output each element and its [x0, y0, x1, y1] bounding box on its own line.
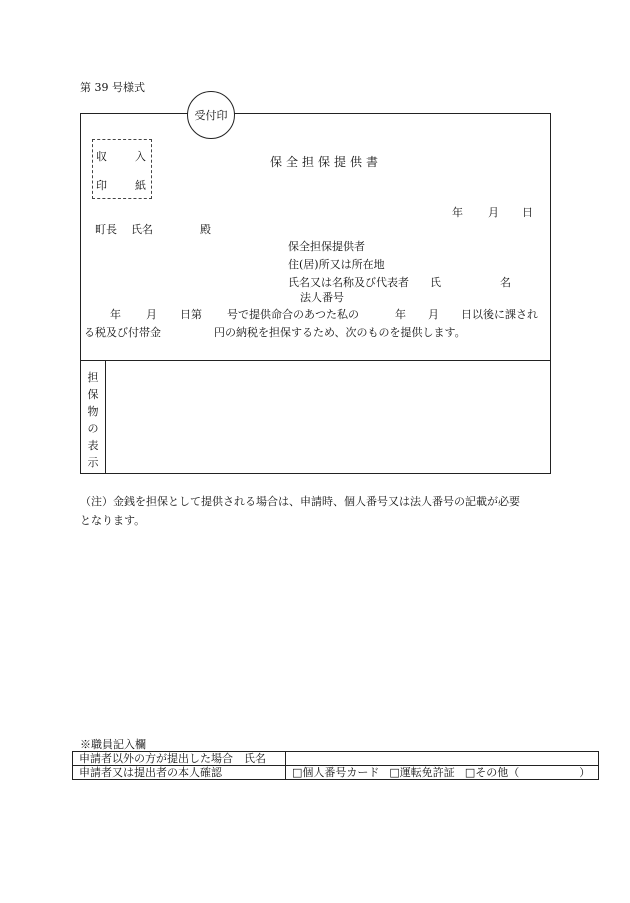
revenue-stamp-char-1: 収 — [96, 150, 107, 163]
body-provide-text: 円の納税を担保するため、次のものを提供します。 — [214, 326, 466, 339]
collateral-column-divider — [105, 360, 106, 474]
addressee-name-label: 氏名 — [131, 223, 153, 236]
note-line-1: （注）金銭を担保として提供される場合は、申請時、個人番号又は法人番号の記載が必要 — [80, 495, 520, 508]
staff-row2-label: 申請者又は提出者の本人確認 — [73, 766, 286, 780]
reception-stamp-circle — [187, 91, 235, 139]
collateral-char: の — [87, 422, 99, 435]
body-year-2: 年 — [395, 308, 406, 321]
body-month-1: 月 — [146, 308, 157, 321]
reception-stamp-label: 受付印 — [194, 109, 228, 122]
collateral-char: 担 — [87, 371, 99, 384]
staff-row1-label: 申請者以外の方が提出した場合 氏名 — [73, 752, 286, 766]
body-after-text: 日以後に課され — [461, 308, 538, 321]
revenue-stamp-char-3: 印 — [96, 179, 107, 192]
collateral-char: 保 — [87, 388, 99, 401]
collateral-label — [86, 369, 100, 471]
collateral-char: 物 — [87, 405, 99, 418]
provider-name-mei: 名 — [500, 276, 511, 289]
table-row — [73, 752, 599, 766]
body-year-1: 年 — [110, 308, 121, 321]
date-day-label: 日 — [522, 206, 533, 219]
date-year-label: 年 — [452, 206, 463, 219]
revenue-stamp-char-2: 入 — [135, 150, 146, 163]
provider-address-label: 住(居)所又は所在地 — [288, 258, 385, 271]
form-number: 第 39 号様式 — [80, 81, 145, 94]
option-other: □その他（ — [464, 766, 520, 779]
collateral-char: 示 — [87, 456, 99, 469]
addressee-town: 町長 — [95, 223, 117, 236]
section-divider — [80, 360, 551, 361]
table-row — [73, 766, 599, 780]
provider-name-label: 氏名又は名称及び代表者 — [288, 276, 409, 289]
staff-id-options — [286, 766, 599, 780]
option-other-close: ） — [579, 766, 591, 779]
revenue-stamp-char-4: 紙 — [135, 179, 146, 192]
body-day-no: 日第 — [180, 308, 202, 321]
option-drivers-license: □運転免許証 — [389, 766, 455, 779]
provider-heading: 保全担保提供者 — [288, 240, 365, 253]
document-title: 保全担保提供書 — [270, 155, 383, 169]
provider-name-sei: 氏 — [430, 276, 441, 289]
staff-table — [72, 751, 599, 780]
body-month-2: 月 — [428, 308, 439, 321]
body-tax-text: る税及び付帯金 — [84, 326, 161, 339]
option-my-number-card: □個人番号カード — [292, 766, 380, 779]
note-line-2: となります。 — [80, 514, 146, 527]
staff-section-label: ※職員記入欄 — [80, 738, 146, 751]
provider-corp-number-label: 法人番号 — [300, 291, 344, 304]
addressee-honorific: 殿 — [200, 223, 211, 236]
collateral-char: 表 — [87, 439, 99, 452]
date-month-label: 月 — [488, 206, 499, 219]
staff-row1-value — [286, 752, 599, 766]
body-order-text: 号で提供命合のあつた私の — [227, 308, 359, 321]
